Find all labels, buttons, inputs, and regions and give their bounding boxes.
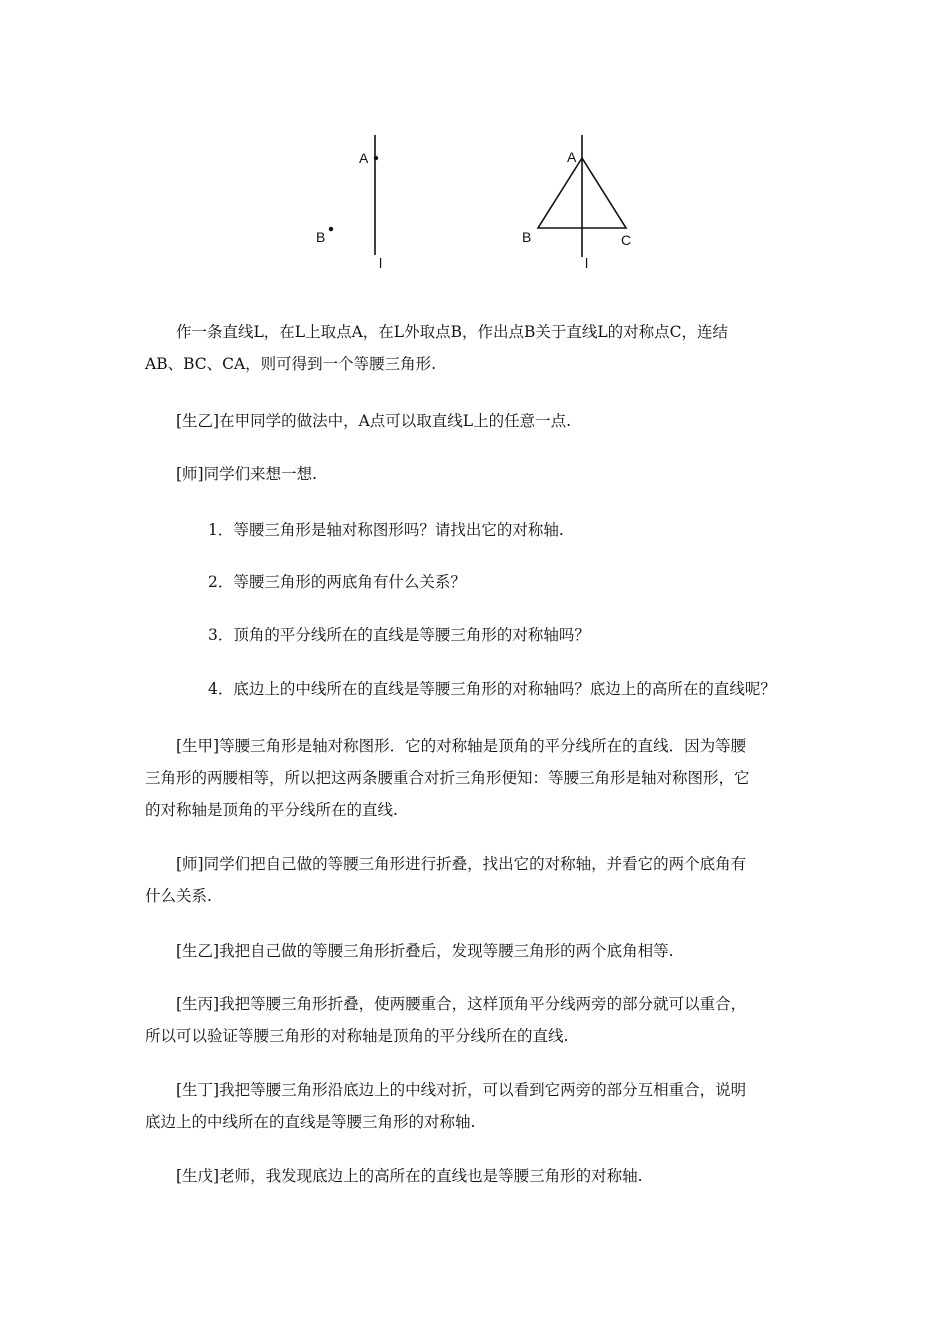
text-line: 三角形的两腰相等，所以把这两条腰重合对折三角形便知：等腰三角形是轴对称图形，它 — [145, 769, 750, 787]
dialogue-teacher — [145, 848, 825, 912]
left-figure — [316, 135, 382, 271]
label-b: B — [522, 229, 532, 245]
text-line: 所以可以验证等腰三角形的对称轴是顶角的平分线所在的直线. — [145, 1027, 569, 1045]
label-l: l — [379, 255, 383, 271]
text-line: [师]同学们来想一想. — [176, 465, 318, 483]
point-a — [374, 156, 378, 160]
dialogue-student-ding — [145, 1074, 825, 1138]
teacher-prompt — [145, 458, 825, 490]
dialogue-student-jia — [145, 730, 825, 826]
construction-paragraph — [145, 316, 825, 380]
dialogue-student-wu — [145, 1160, 825, 1192]
text-line: [生丁]我把等腰三角形沿底边上的中线对折，可以看到它两旁的部分互相重合，说明 — [176, 1081, 747, 1099]
dialogue-student-yi — [145, 935, 825, 967]
label-a: A — [567, 149, 577, 165]
label-c: C — [621, 232, 632, 248]
label-l: l — [585, 255, 589, 271]
label-b: B — [316, 229, 326, 245]
geometry-figures — [0, 0, 950, 290]
student-b-remark — [145, 405, 825, 437]
right-figure — [522, 135, 631, 271]
text-line: 的对称轴是顶角的平分线所在的直线. — [145, 801, 398, 819]
text-line: 什么关系. — [145, 887, 212, 905]
text-line: [生甲]等腰三角形是轴对称图形．它的对称轴是顶角的平分线所在的直线．因为等腰 — [176, 737, 747, 755]
question-2: 2．等腰三角形的两底角有什么关系？ — [208, 573, 466, 591]
question-4: 4．底边上的中线所在的直线是等腰三角形的对称轴吗？底边上的高所在的直线呢？ — [208, 680, 776, 698]
text-line: 作一条直线L，在L上取点A，在L外取点B，作出点B关于直线L的对称点C，连结 — [176, 323, 729, 341]
point-b — [329, 227, 333, 231]
label-a: A — [359, 150, 369, 166]
text-line: [生戊]老师，我发现底边上的高所在的直线也是等腰三角形的对称轴. — [176, 1167, 643, 1185]
question-1: 1．等腰三角形是轴对称图形吗？请找出它的对称轴. — [208, 521, 564, 539]
question-3: 3．顶角的平分线所在的直线是等腰三角形的对称轴吗？ — [208, 626, 590, 644]
text-line: AB、BC、CA，则可得到一个等腰三角形. — [145, 355, 437, 373]
text-line: [生乙]我把自己做的等腰三角形折叠后，发现等腰三角形的两个底角相等. — [176, 942, 674, 960]
text-line: [师]同学们把自己做的等腰三角形进行折叠，找出它的对称轴，并看它的两个底角有 — [176, 855, 747, 873]
text-line: [生丙]我把等腰三角形折叠，使两腰重合，这样顶角平分线两旁的部分就可以重合， — [176, 995, 747, 1013]
dialogue-student-bing — [145, 988, 825, 1052]
text-line: 底边上的中线所在的直线是等腰三角形的对称轴. — [145, 1113, 476, 1131]
text-line: [生乙]在甲同学的做法中，A点可以取直线L上的任意一点. — [176, 412, 572, 430]
